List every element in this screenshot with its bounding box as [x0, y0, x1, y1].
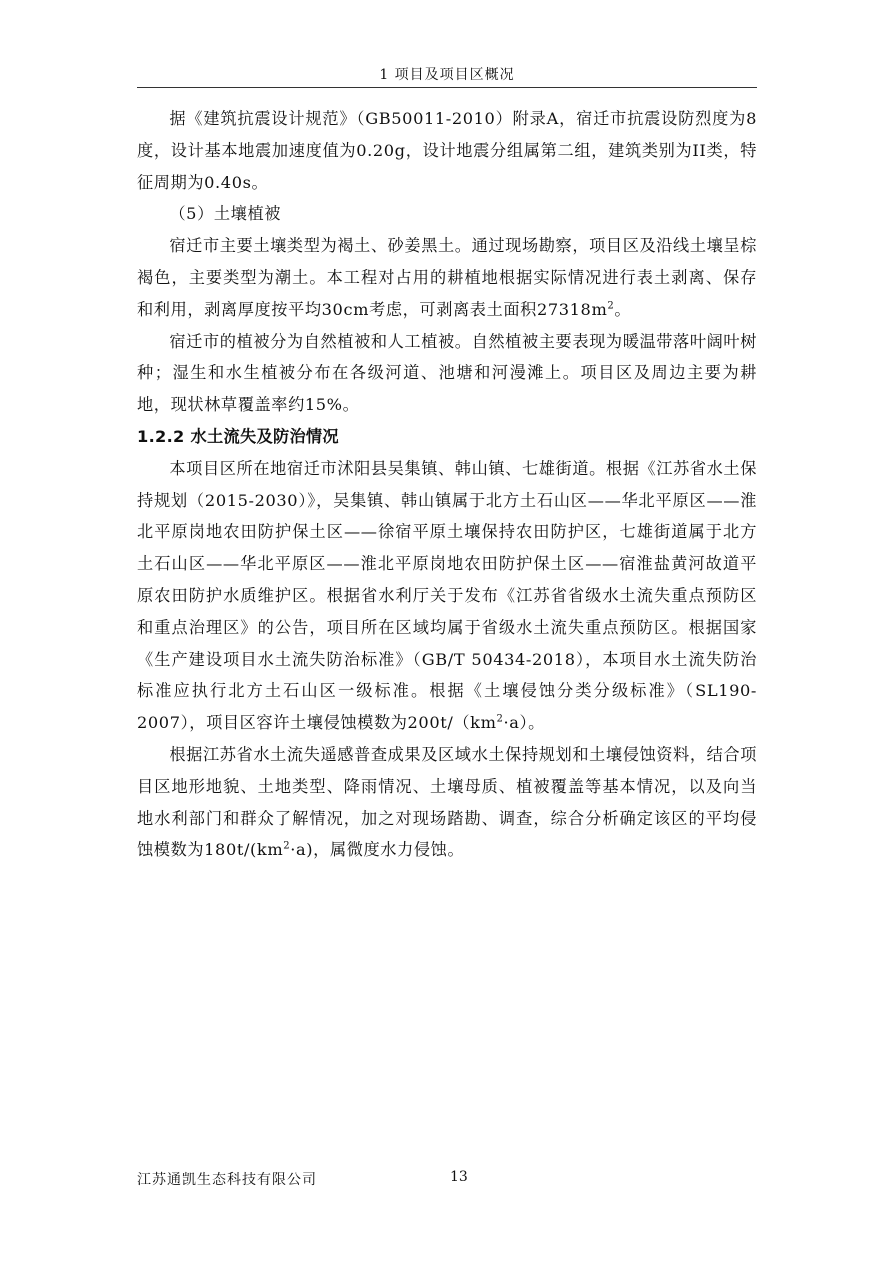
superscript-2: 2 [607, 300, 615, 312]
running-header: 1 项目及项目区概况 [379, 67, 515, 83]
paragraph-erosion-modulus-end: ·a)，属微度水力侵蚀。 [290, 840, 465, 860]
paragraph-erosion-zoning [137, 453, 757, 739]
page-content [137, 103, 757, 866]
paragraph-erosion-modulus [137, 739, 757, 866]
superscript-2: 2 [496, 713, 504, 725]
paragraph-soil-end: 。 [614, 299, 632, 319]
paragraph-erosion-zoning-end: ·a）。 [503, 713, 545, 733]
paragraph-seismic: 据《建筑抗震设计规范》（GB50011-2010）附录A，宿迁市抗震设防烈度为8度，设计基本地震加速度值为0.20g，设计地震分组属第二组，建筑类别为II类，特征周期为0.40s。 [137, 109, 757, 192]
subheading-soil-vegetation: （5）土壤植被 [169, 204, 282, 224]
header-rule [137, 87, 757, 88]
paragraph-vegetation: 宿迁市的植被分为自然植被和人工植被。自然植被主要表现为暖温带落叶阔叶树种；湿生和水生植被分布在各级河道、池塘和河漫滩上。项目区及周边主要为耕地，现状林草覆盖率约15%。 [137, 331, 757, 415]
paragraph-soil-text: 宿迁市主要土壤类型为褐土、砂姜黑土。通过现场勘察，项目区及沿线土壤呈棕褐色，主要类型为潮土。本工程对占用的耕植地根据实际情况进行表土剥离、保存和利用，剥离厚度按平均30cm考虑，可剥离表土面积27318m [137, 236, 757, 319]
superscript-2: 2 [283, 840, 291, 852]
section-heading: 1.2.2 水土流失及防治情况 [137, 426, 339, 446]
paragraph-soil [137, 230, 757, 325]
page-number: 13 [450, 1169, 468, 1185]
paragraph-erosion-zoning-text: 本项目区所在地宿迁市沭阳县吴集镇、韩山镇、七雄街道。根据《江苏省水土保持规划（2015-2030）》，吴集镇、韩山镇属于北方土石山区——华北平原区——淮北平原岗地农田防护保土区——徐宿平原土壤保持农田防护区，七雄街道属于北方土石山区——华北平原区——淮北平原岗地农田防护保土区——宿淮盐黄河故道平原农田防护水质维护区。根据省水利厅关于发布《江苏省省级水土流失重点预防区和重点治理区》的公告，项目所在区域均属于省级水土流失重点预防区。根据国家《生产建设项目水土流失防治标准》（GB/T 50434-2018），本项目水土流失防治标准应执行北方土石山区一级标准。根据《土壤侵蚀分类分级标准》（SL190-2007），项目区容许土壤侵蚀模数为200t/（km [137, 458, 757, 733]
paragraph-erosion-modulus-text: 根据江苏省水土流失遥感普查成果及区域水土保持规划和土壤侵蚀资料，结合项目区地形地貌、土地类型、降雨情况、土壤母质、植被覆盖等基本情况，以及向当地水利部门和群众了解情况，加之对现场踏勘、调查，综合分析确定该区的平均侵蚀模数为180t/(km [137, 744, 757, 860]
footer-company: 江苏通凯生态科技有限公司 [137, 1172, 317, 1188]
